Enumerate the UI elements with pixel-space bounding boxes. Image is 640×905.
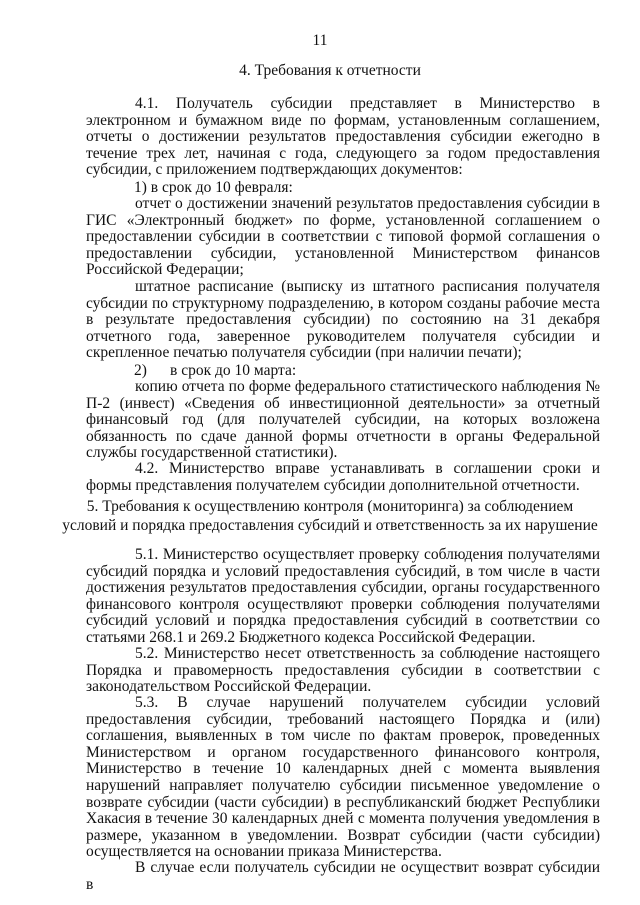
list-item-2: в срок до 10 марта: <box>170 362 297 379</box>
paragraph-5-4-start: В случае если получатель субсидии не осуществит возврат субсидии в <box>86 859 600 893</box>
paragraph-p2-form: копию отчета по форме федерального статистического наблюдения № П-2 (инвест) «Сведения об инвестиционной деятельности» за отчетный финансовый год (для получателей субсидии, на которых возложена обязанность по сдаче данной формы отчетности в органы Федеральной службы государственной статистики). <box>86 378 600 462</box>
section-4-title: 4. Требования к отчетности <box>239 62 421 79</box>
paragraph-5-2: 5.2. Министерство несет ответственность за соблюдение настоящего Порядка и правомерность предоставления субсидии в соответствии с законодательством Российской Федерации. <box>86 645 600 696</box>
section-5-title-line-1: 5. Требования к осуществлению контроля (мониторинга) за соблюдением <box>86 498 574 515</box>
paragraph-4-2: 4.2. Министерство вправе устанавливать в соглашении сроки и формы представления получателем субсидии дополнительной отчетности. <box>86 460 600 494</box>
section-5-title-line-2: условий и порядка предоставления субсидий и ответственность за их нарушение <box>62 517 598 534</box>
page-number: 11 <box>312 32 328 49</box>
list-item-2-number: 2) <box>134 362 147 379</box>
paragraph-4-1: 4.1. Получатель субсидии представляет в Министерство в электронном и бумажном виде по формам, установленным соглашением, отчеты о достижении результатов предоставления субсидии ежегодно в течение трех лет, начиная с года, следующего за годом предоставления субсидии, с приложением подтверждающих документов: <box>86 95 600 179</box>
list-item-1: 1) в срок до 10 февраля: <box>134 179 293 196</box>
paragraph-report-gis: отчет о достижении значений результатов предоставления субсидии в ГИС «Электронный бюджет» по форме, установленной соглашением о предоставлении субсидии в соответствии с типовой формой соглашения о предоставлении субсидии, установленной Министерством финансов Российской Федерации; <box>86 195 600 279</box>
paragraph-staff-schedule: штатное расписание (выписку из штатного расписания получателя субсидии по структурному подразделению, в котором созданы рабочие места в результате предоставления субсидии) по состоянию на 31 декабря отчетного года, заверенное руководителем получателя субсидии и скрепленное печатью получателя субсидии (при наличии печати); <box>86 278 600 362</box>
paragraph-5-1: 5.1. Министерство осуществляет проверку соблюдения получателями субсидий порядка и условий предоставления субсидий, в том числе в части достижения результатов предоставления субсидии, органы государственного финансового контроля осуществляют проверки соблюдения получателями субсидий условий и порядка предоставления субсидий в соответствии со статьями 268.1 и 269.2 Бюджетного кодекса Российской Федерации. <box>86 546 600 646</box>
paragraph-5-3: 5.3. В случае нарушений получателем субсидии условий предоставления субсидии, требований настоящего Порядка и (или) соглашения, выявленных в том числе по фактам проверок, проведенных Министерством и органом государственного финансового контроля, Министерство в течение 10 календарных дней с момента выявления нарушений направляет получателю субсидии письменное уведомление о возврате субсидии (части субсидии) в республиканский бюджет Республики Хакасия в течение 30 календарных дней с момента получения уведомления в размере, указанном в уведомлении. Возврат субсидии (части субсидии) осуществляется на основании приказа Министерства. <box>86 694 600 861</box>
